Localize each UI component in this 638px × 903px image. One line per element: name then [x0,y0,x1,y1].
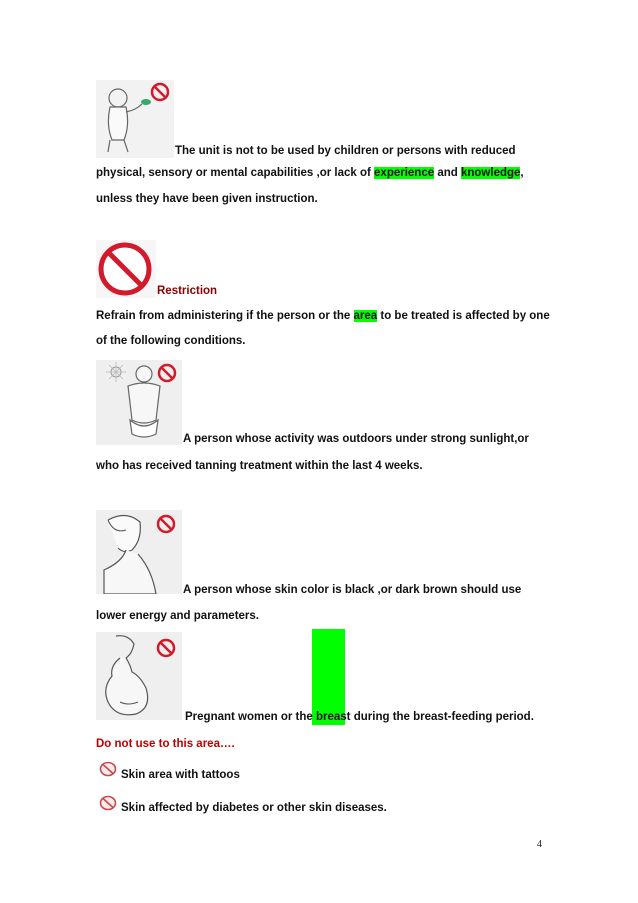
prohibition-icon [96,240,156,298]
condition3-line: Pregnant women or the breast during the breast-feeding period. [185,711,534,723]
section1-line1: The unit is not to be used by children or persons with reduced [175,145,516,157]
condition2-line1: A person whose skin color is black ,or dark brown should use [183,584,522,596]
condition1-line2: who has received tanning treatment within the last 4 weeks. [96,460,423,472]
child-warning-image [96,80,174,158]
highlight-knowledge: knowledge [460,167,521,179]
highlight-experience: experience [374,167,435,179]
condition2-line2: lower energy and parameters. [96,610,259,622]
restriction-line2: of the following conditions. [96,335,246,347]
restriction-title: Restriction [157,285,218,297]
prohibit-small-icon [99,795,117,811]
do-not-use-heading: Do not use to this area…. [96,738,235,750]
highlight-area: area [353,310,378,322]
sunlight-warning-image [96,360,182,445]
section1-line3: unless they have been given instruction. [96,193,318,205]
skin-color-warning-image [96,510,182,594]
page-number: 4 [537,839,542,850]
pregnancy-warning-image [96,632,182,720]
condition1-line1: A person whose activity was outdoors under strong sunlight,or [183,433,529,445]
restriction-line1: Refrain from administering if the person or the area to be treated is affected by one [96,310,550,322]
do-not-use-item-tattoos: Skin area with tattoos [121,769,240,781]
section1-line2: physical, sensory or mental capabilities ,or lack of experience and knowledge, [96,167,524,179]
do-not-use-item-diabetes: Skin affected by diabetes or other skin diseases. [121,802,387,814]
prohibit-small-icon [99,761,117,777]
highlight-breast: breast [316,711,351,723]
